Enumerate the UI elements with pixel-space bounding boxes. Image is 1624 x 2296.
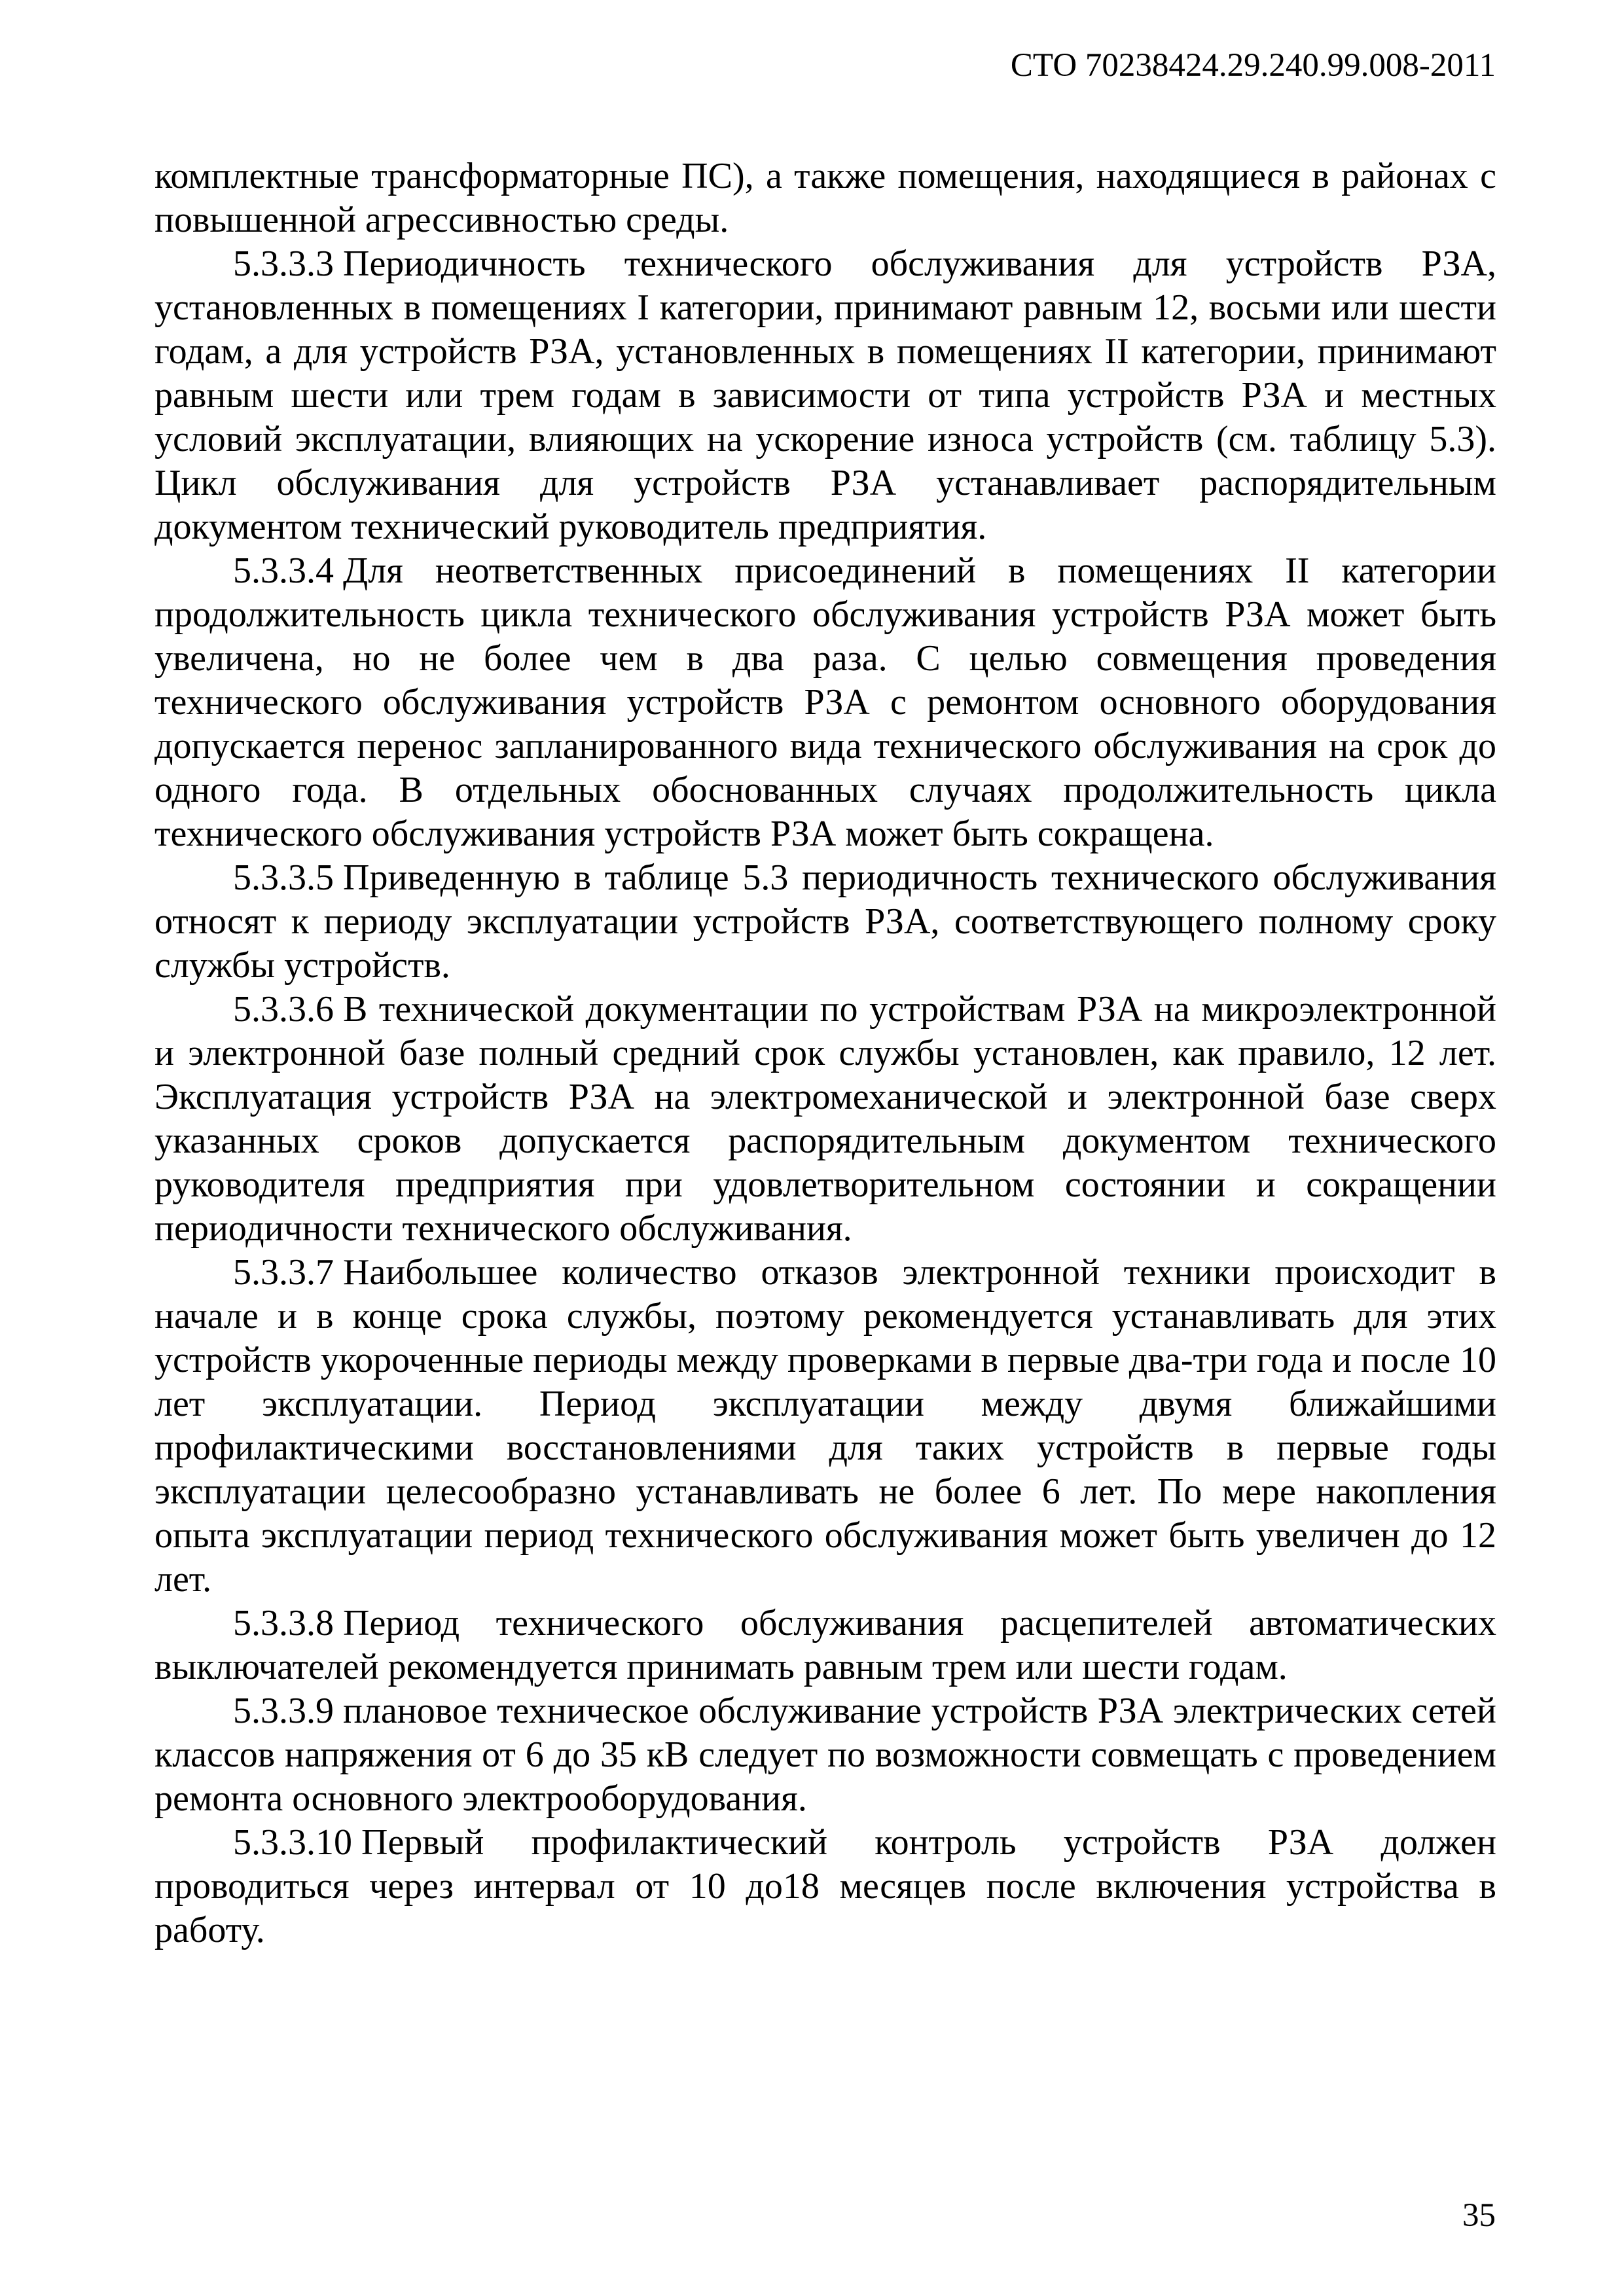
paragraph-text: Наибольшее количество отказов электронной техники происходит в начале и в конце срока службы, поэтому рекомендуется устанавливать для этих устройств укороченные периоды между проверками в первые два-три года и после 10 лет эксплуатации. Период эксплуатации между двумя ближайшими профилактическими восстановлениями для таких устройств в первые годы эксплуатации целесообразно устанавливать не более 6 лет. По мере накопления опыта эксплуатации период технического обслуживания может быть увеличен до 12 лет. — [154, 1252, 1496, 1600]
paragraph-5-3-3-3 — [154, 242, 1496, 549]
paragraph-number: 5.3.3.4 — [233, 550, 334, 591]
body-text — [154, 154, 1496, 1952]
paragraph-text: Приведенную в таблице 5.3 периодичность технического обслуживания относят к периоду эксплуатации устройств РЗА, соответствующего полному сроку службы устройств. — [154, 857, 1496, 986]
paragraph-5-3-3-4 — [154, 549, 1496, 856]
paragraph-continuation — [154, 154, 1496, 242]
paragraph-number: 5.3.3.8 — [233, 1603, 334, 1643]
paragraph-text: комплектные трансформаторные ПС), а также помещения, находящиеся в районах с повышенной агрессивностью среды. — [154, 156, 1496, 240]
paragraph-text: плановое техническое обслуживание устройств РЗА электрических сетей классов напряжения от 6 до 35 кВ следует по возможности совмещать с проведением ремонта основного электрооборудования. — [154, 1691, 1496, 1819]
paragraph-text: Периодичность технического обслуживания для устройств РЗА, установленных в помещениях I категории, принимают равным 12, восьми или шести годам, а для устройств РЗА, установленных в помещениях II категории, принимают равным шести или трем годам в зависимости от типа устройств РЗА и местных условий эксплуатации, влияющих на ускорение износа устройств (см. таблицу 5.3). Цикл обслуживания для устройств РЗА устанавливает распорядительным документом технический руководитель предприятия. — [154, 243, 1496, 547]
paragraph-5-3-3-9 — [154, 1689, 1496, 1821]
paragraph-number: 5.3.3.9 — [233, 1691, 334, 1731]
paragraph-number: 5.3.3.6 — [233, 989, 334, 1030]
page-number: 35 — [1462, 2197, 1496, 2234]
paragraph-number: 5.3.3.3 — [233, 243, 334, 284]
paragraph-text: Период технического обслуживания расцепителей автоматических выключателей рекомендуется принимать равным трем или шести годам. — [154, 1603, 1496, 1687]
paragraph-5-3-3-8 — [154, 1602, 1496, 1689]
paragraph-5-3-3-5 — [154, 856, 1496, 988]
paragraph-5-3-3-6 — [154, 988, 1496, 1251]
paragraph-number: 5.3.3.7 — [233, 1252, 334, 1293]
paragraph-number: 5.3.3.5 — [233, 857, 334, 898]
paragraph-text: Первый профилактический контроль устройств РЗА должен проводиться через интервал от 10 до18 месяцев после включения устройства в работу. — [154, 1822, 1496, 1950]
paragraph-5-3-3-7 — [154, 1251, 1496, 1602]
paragraph-5-3-3-10 — [154, 1821, 1496, 1952]
paragraph-number: 5.3.3.10 — [233, 1822, 352, 1863]
paragraph-text: В технической документации по устройствам РЗА на микроэлектронной и электронной базе полный средний срок службы установлен, как правило, 12 лет. Эксплуатация устройств РЗА на электромеханической и электронной базе сверх указанных сроков допускается распорядительным документом технического руководителя предприятия при удовлетворительном состоянии и сокращении периодичности технического обслуживания. — [154, 989, 1496, 1249]
paragraph-text: Для неответственных присоединений в помещениях II категории продолжительность цикла технического обслуживания устройств РЗА может быть увеличена, но не более чем в два раза. С целью совмещения проведения технического обслуживания устройств РЗА с ремонтом основного оборудования допускается перенос запланированного вида технического обслуживания на срок до одного года. В отдельных обоснованных случаях продолжительность цикла технического обслуживания устройств РЗА может быть сокращена. — [154, 550, 1496, 854]
document-code-header: СТО 70238424.29.240.99.008-2011 — [1010, 47, 1496, 84]
